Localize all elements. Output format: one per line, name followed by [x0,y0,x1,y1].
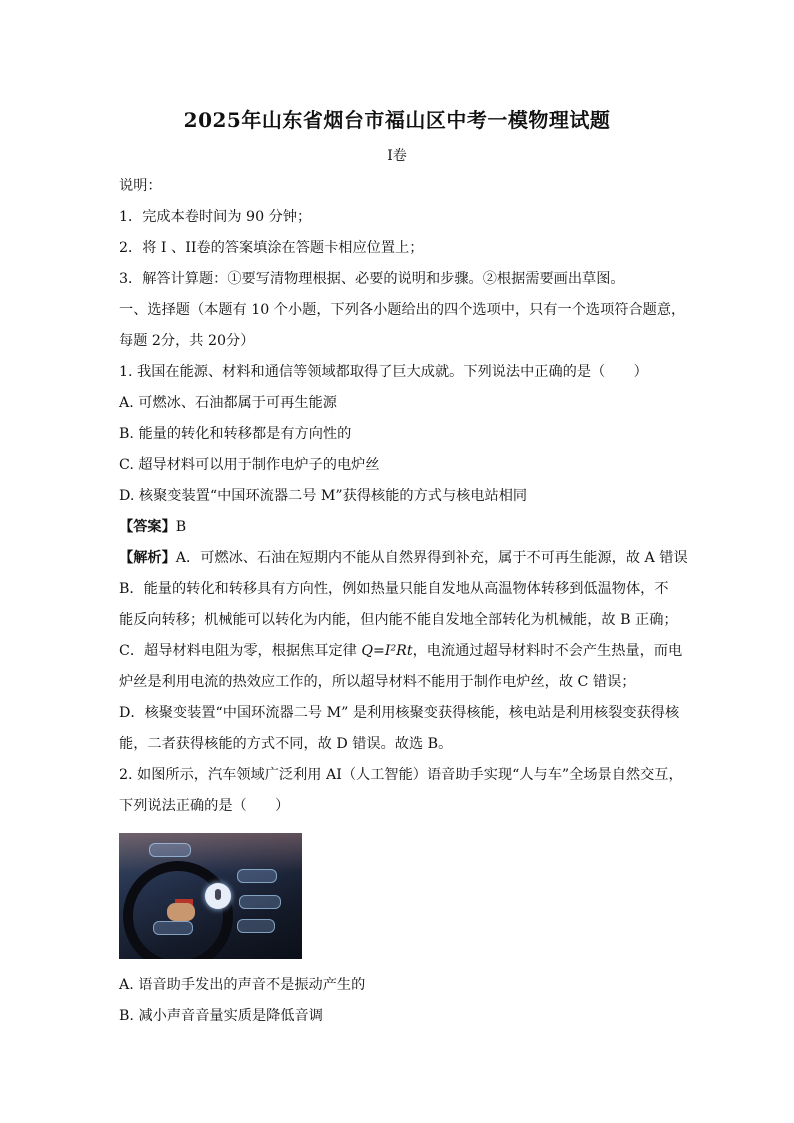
note-item: 2．将 I 、II卷的答案填涂在答题卡相应位置上； [119,240,424,256]
question-1-analysis-line: B．能量的转化和转移具有方向性，例如热量只能自发地从高温物体转移到低温物体，不 [119,581,669,597]
voice-bubble [237,919,275,933]
section-heading-cont: 每题 2分，共 20分） [119,333,255,349]
page-title: 2025年山东省烟台市福山区中考一模物理试题 [183,108,611,132]
voice-bubble [149,843,191,857]
joule-law-formula: Q=I²Rt [361,643,413,659]
voice-bubble [239,895,281,909]
voice-bubble [153,921,193,935]
photo-glow [119,833,302,873]
question-2-stem-cont: 下列说法正确的是（ ） [119,798,290,814]
question-1-option-c: C. 超导材料可以用于制作电炉子的电炉丝 [119,457,380,473]
answer-value: B [175,519,187,535]
question-1-option-b: B. 能量的转化和转移都是有方向性的 [119,426,352,442]
note-item: 3．解答计算题：①要写清物理根据、必要的说明和步骤。②根据需要画出草图。 [119,271,625,287]
section-heading: 一、选择题（本题有 10 个小题，下列各小题给出的四个选项中，只有一个选项符合题意， [119,302,686,318]
voice-bubble [237,869,277,883]
question-1-answer [119,517,186,537]
question-1-analysis-line: 炉丝是利用电流的热效应工作的，所以超导材料不能用于制作电炉丝，故 C 错误； [119,674,636,690]
question-2-stem: 2. 如图所示，汽车领域广泛利用 AI（人工智能）语音助手实现“人与车”全场景自然交互， [119,767,683,783]
question-1-analysis-line [119,548,688,568]
question-1-analysis-line [119,641,682,661]
car-voice-assistant-photo [119,833,302,959]
question-1-analysis-line: D．核聚变装置“中国环流器二号 M” 是利用核聚变获得核能，核电站是利用核裂变获得核 [119,705,680,721]
question-1-analysis-line: 能，二者获得核能的方式不同，故 D 错误。故选 B。 [119,736,453,752]
question-1-stem: 1. 我国在能源、材料和通信等领域都取得了巨大成就。下列说法中正确的是（ ） [119,364,648,380]
question-1-option-a: A. 可燃冰、石油都属于可再生能源 [119,395,337,411]
notes-heading: 说明： [119,178,162,194]
question-1-option-d: D. 核聚变装置“中国环流器二号 M”获得核能的方式与核电站相同 [119,488,528,504]
question-2-option-a: A. 语音助手发出的声音不是振动产生的 [119,977,366,993]
question-2-option-b: B. 减小声音音量实质是降低音调 [119,1008,323,1024]
question-1-analysis-line: 能反向转移；机械能可以转化为内能，但内能不能自发地全部转化为机械能，故 B 正确； [119,612,678,628]
answer-label: 【答案】 [119,519,176,535]
analysis-text: C．超导材料电阻为零，根据焦耳定律 [119,643,357,659]
page-subtitle: I卷 [387,148,407,164]
analysis-text: A．可燃冰、石油在短期内不能从自然界得到补充，属于不可再生能源，故 A 错误 [175,550,688,566]
microphone-icon [205,883,231,909]
analysis-text: ，电流通过超导材料时不会产生热量，而电 [412,643,683,659]
note-item: 1．完成本卷时间为 90 分钟； [119,209,312,225]
analysis-label: 【解析】 [119,550,176,566]
driver-hand [167,903,195,921]
